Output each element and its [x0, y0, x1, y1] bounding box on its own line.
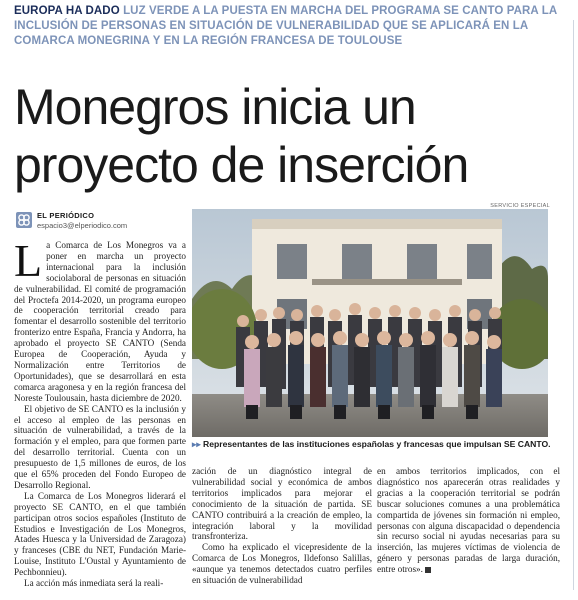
paragraph: La Comarca de Los Monegros liderará el proyecto SE CANTO, en el que también participan otros socios españoles (Instituto de Estudios e Investigación de Los Monegros, Atades Huesca y la Universidad de Zaragoza) y franceses (CBE du NET, Fundación Marie-Louise, Instituto L'Oustal y Ayuntamiento de Pechbonnieu).	[14, 490, 186, 578]
article-column-2	[192, 466, 372, 586]
caption-text: Representantes de las instituciones españolas y francesas que impulsan SE CANTO.	[203, 439, 551, 449]
paragraph: La acción más inmediata será la reali-	[24, 578, 164, 589]
paragraph: Como ha explicado el vicepresidente de la Comarca de Los Monegros, Ildefonso Salillas, «aunque ya tenemos detectados cuatro perfiles en situación de vulnerabilidad	[192, 542, 372, 586]
kicker	[14, 4, 570, 49]
service-label: SERVICIO ESPECIAL	[490, 203, 550, 209]
paragraph: El objetivo de SE CANTO es la inclusión y el acceso al empleo de las personas en situación de vulnerabilidad, a través de la formación y el empleo, para que formen parte del desarrollo territorial. Cuenta con un presupuesto de 1,5 millones de euros, de los que el 65% proceden del Fondo Europeo de Desarrollo Regional.	[14, 403, 186, 490]
drop-cap: L	[14, 235, 43, 286]
newspaper-logo-icon	[16, 212, 32, 228]
photo-caption	[192, 439, 562, 450]
paragraph: a Comarca de Los Monegros va a poner en marcha un proyecto internacional para la inclusión sociolaboral de personas en situación de vulnerabilidad. El comité de programación del Proctefa 2014-2020, un programa europeo de cooperación territorial creado para fomentar el desarrollo sostenible del territorio fronterizo entre España, Francia y Andorra, ha aprobado el proyecto SE CANTO (Senda Europea de Cooperación, Ayuda y Normalización entre Territorios de Oportunidades), que se desarrollará en esta comarca aragonesa y en la región francesa del Noreste Toulousain, hasta diciembre de 2020.	[14, 240, 186, 403]
kicker-text: LUZ VERDE A LA PUESTA EN MARCHA DEL PROGRAMA SE CANTO PARA LA INCLUSIÓN DE PERSONAS EN SITUACIÓN DE VULNERABILIDAD QUE SE APLICARÁ EN LA COMARCA MONEGRINA Y EN LA REGIÓN FRANCESA DE TOULOUSE	[14, 5, 557, 47]
paragraph: en ambos territorios implicados, con el diagnóstico nos aparecerán otras realidades y gracias a la cooperación territorial se podrán buscar soluciones comunes a una problemática compartida de jóvenes sin formación ni empleo, personas con alguna discapacidad o dependencia sin recurso social ni ayudas necesarias para su inserción, las mujeres víctimas de violencia de género y personas paradas de larga duración, entre otros».	[377, 466, 560, 575]
paragraph: zación de un diagnóstico integral de vulnerabilidad social y económica de ambos territorios implicados para mejorar el conocimiento de la situación de partida. SE CANTO contribuirá a la creación de empleo, la integración laboral y la movilidad transfronteriza.	[192, 466, 372, 542]
headline: Monegros inicia un proyecto de inserción	[14, 79, 469, 193]
paragraph-final	[377, 466, 560, 575]
end-mark-icon	[425, 567, 431, 573]
kicker-highlight: EUROPA HA DADO	[14, 5, 120, 17]
article-column-3	[377, 466, 560, 575]
caption-arrows-icon: ▸▸	[192, 439, 201, 449]
brand-name: EL PERIÓDICO	[37, 211, 95, 220]
article-column-1	[14, 235, 186, 589]
brand-email: espacio3@elperiodico.com	[37, 221, 128, 230]
page-edge-rule	[573, 20, 574, 590]
group-photo	[192, 209, 548, 437]
